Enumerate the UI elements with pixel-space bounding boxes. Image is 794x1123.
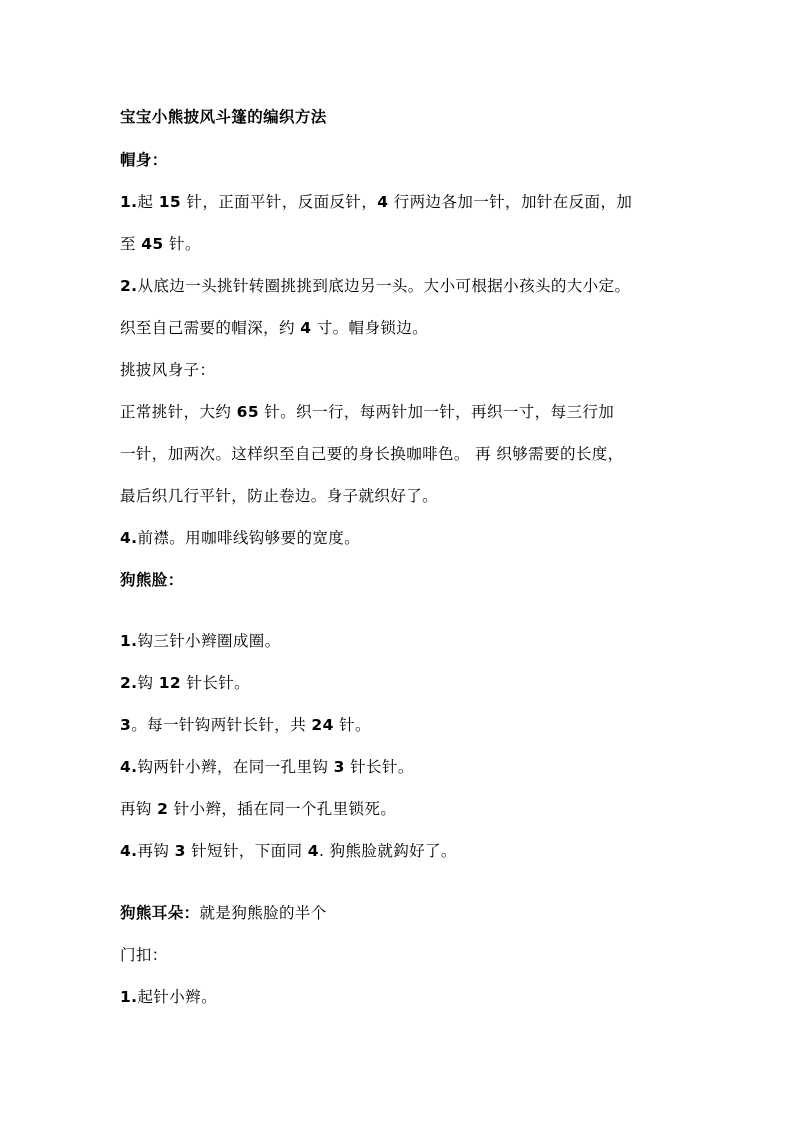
text-run: 再钩 [137,842,175,860]
step-number: 2. [120,674,138,692]
paragraph-line [120,402,614,422]
text-run: 针长针。 [181,674,251,692]
paragraph-line [120,528,360,548]
number-run: 3 [174,842,186,860]
text-run: 再钩 [120,800,158,818]
step-number: 3 [120,716,132,734]
section-heading-bear-ears: 狗熊耳朵： [120,904,200,922]
text-run: 织至自己需要的帽深，约 [120,319,301,337]
text-run: 钩三针小辫圈成圈。 [137,632,281,650]
text-run: 针。 [333,716,371,734]
paragraph-line [120,192,632,212]
text-run: 针，正面平针，反面反针， [181,193,378,211]
paragraph-line [120,673,250,693]
text-run: 针短针，下面同 [185,842,308,860]
number-run: 45 [141,235,164,253]
number-run: 4 [377,193,389,211]
text-run: 。每一针钩两针长针，共 [131,716,312,734]
text-run: . 狗熊脸就鈎好了。 [318,842,457,860]
step-number: 4. [120,842,138,860]
paragraph-line [120,276,630,296]
step-number: 4. [120,529,138,547]
text-run: 从底边一头挑针转圈挑挑到底边另一头。大小可根据小孩头的大小定。 [137,277,631,295]
number-run: 2 [157,800,169,818]
number-run: 3 [333,758,345,776]
paragraph-line [120,757,414,777]
paragraph-line [120,987,217,1007]
text-run: 一针，加两次。这样织至自己要的身长换咖啡色。 再 织够需要的长度， [120,445,624,463]
number-run: 4 [300,319,312,337]
step-number: 1. [120,632,138,650]
text-run: 针小辫，插在同一个孔里锁死。 [168,800,397,818]
paragraph-line [120,799,396,819]
text-run: 针。 [163,235,201,253]
number-run: 65 [236,403,260,421]
text-run: 行两边各加一针，加针在反面，加 [388,193,633,211]
section-heading-hat-body: 帽身： [120,151,168,169]
section-heading-bear-face: 狗熊脸： [120,571,184,589]
subheading-button-loop: 门扣： [120,946,168,964]
step-number: 1. [120,193,138,211]
text-run: 针。织一行，每两针加一针，再织一寸，每三行加 [259,403,615,421]
text-run: 起针小辫。 [137,988,217,1006]
text-run: 就是狗熊脸的半个 [199,904,327,922]
number-run: 4 [307,842,319,860]
text-run: 钩 [137,674,159,692]
number-run: 15 [158,193,182,211]
subheading-cape-body: 挑披风身子： [120,361,216,379]
text-run: 前襟。用咖啡线钩够要的宽度。 [137,529,361,547]
text-run: 最后织几行平针，防止卷边。身子就织好了。 [120,487,439,505]
step-number: 4. [120,758,138,776]
paragraph-line [120,841,457,861]
text-run: 正常挑针，大约 [120,403,237,421]
paragraph-line [120,234,201,254]
number-run: 24 [311,716,334,734]
text-run: 寸。帽身锁边。 [311,319,429,337]
paragraph-line [120,444,624,464]
paragraph-line [120,715,371,735]
text-run: 针长针。 [344,758,414,776]
text-run: 钩两针小辫，在同一孔里钩 [137,758,334,776]
step-number: 2. [120,277,138,295]
step-number: 1. [120,988,138,1006]
paragraph-line [120,318,428,338]
text-run: 至 [120,235,142,253]
paragraph-line [120,631,281,651]
paragraph-line [120,486,438,506]
paragraph-line [120,903,327,923]
document-title: 宝宝小熊披风斗篷的编织方法 [120,108,327,126]
text-run: 起 [137,193,159,211]
number-run: 12 [158,674,182,692]
